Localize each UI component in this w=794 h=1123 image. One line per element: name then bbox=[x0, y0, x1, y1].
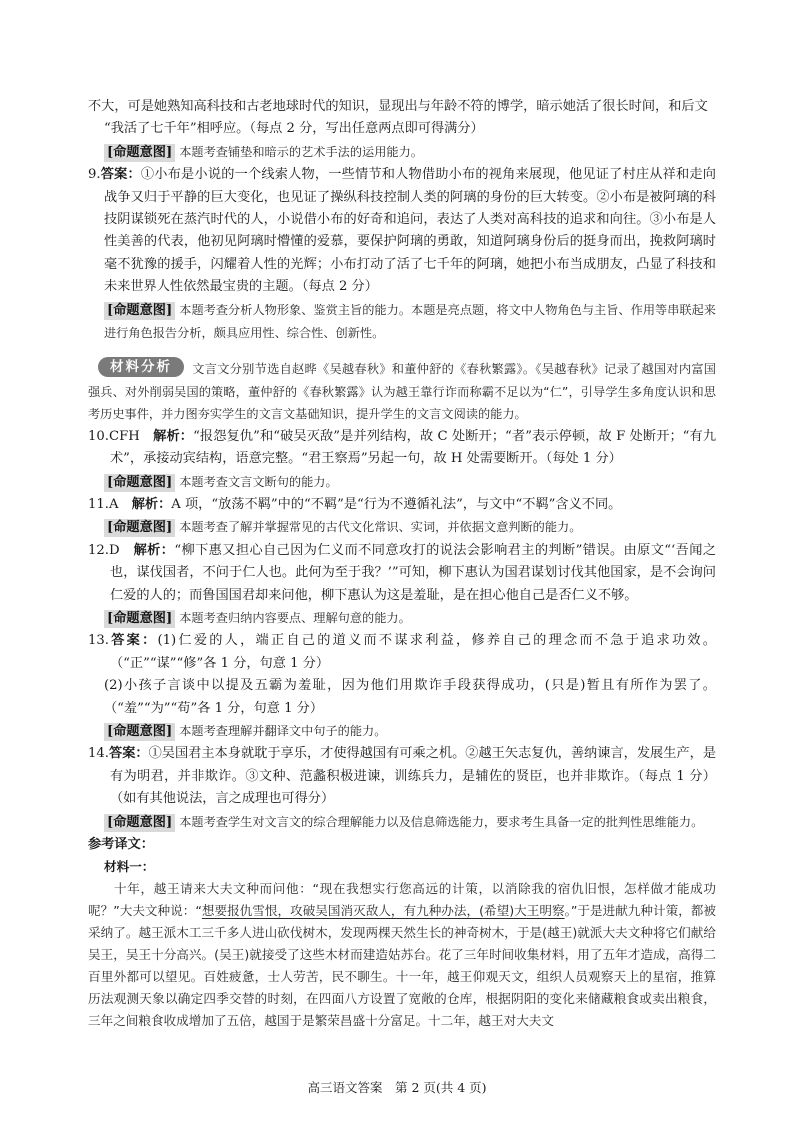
translation-heading: 参考译文： bbox=[88, 837, 154, 852]
intent-label: [命题意图] bbox=[104, 519, 175, 537]
intent-label: [命题意图] bbox=[104, 723, 175, 741]
q10-analysis-label: 解析： bbox=[153, 428, 194, 444]
translation-paragraph bbox=[88, 878, 716, 1032]
material-analysis-text: 文言文分别节选自赵晔《吴越春秋》和董仲舒的《春秋繁露》。《吴越春秋》记录了越国对内富国强兵、对外削弱吴国的策略，董仲舒的《春秋繁露》认为越王靠行诈而称霸不足以为“仁”，引导学生多角度认识和思考历史事件，并力图夯实学生的文言文基础知识，提升学生的文言文阅读的能力。 bbox=[88, 362, 716, 422]
material-analysis bbox=[88, 357, 716, 425]
prev-intent bbox=[88, 141, 716, 164]
q9-number: 9. bbox=[88, 167, 101, 183]
material-analysis-badge-text: 材料分析 bbox=[110, 359, 172, 376]
q10-answer-key: CFH bbox=[108, 428, 140, 444]
prev-answer-line2: “我活了七千年”相呼应。（每点 2 分，写出任意两点即可得满分） bbox=[104, 121, 484, 137]
intent-text: 本题考查学生对文言文的综合理解能力以及信息筛选能力，要求考生具备一定的批判性思维能力。 bbox=[179, 814, 704, 829]
intent-text: 本题考查分析人物形象、鉴赏主旨的能力。本题是亮点题，将文中人物角色与主旨、作用等串联起来进行角色报告分析，颇具应用性、综合性、创新性。 bbox=[104, 302, 716, 341]
q11-analysis-label: 解析： bbox=[131, 496, 172, 512]
q13-number: 13. bbox=[88, 633, 109, 649]
intent-label: [命题意图] bbox=[104, 302, 175, 320]
q12-analysis-label: 解析： bbox=[133, 542, 175, 558]
intent-text: 本题考查文言文断句的能力。 bbox=[179, 474, 338, 489]
translation-material-one: 材料一： bbox=[104, 859, 155, 875]
intent-label: [命题意图] bbox=[104, 474, 175, 492]
intent-text: 本题考查铺垫和暗示的艺术手法的运用能力。 bbox=[179, 144, 423, 159]
intent-text: 本题考查归纳内容要点、理解句意的能力。 bbox=[179, 610, 411, 625]
q9-answer-text: ①小布是小说的一个线索人物，一些情节和人物借助小布的视角来展现，他见证了村庄从祥和走向战争又归于平静的巨大变化，也见证了操纵科技控制人类的阿璃的身份的巨大转变。②小布是被阿璃的科技阴谋锁死在蒸汽时代的人，小说借小布的好奇和追问，表达了人类对高科技的追求和向往。③小布是人性美善的代表，他初见阿璃时懵懂的爱慕，要保护阿璃的勇敢，知道阿璃身份后的挺身而出，挽救阿璃时毫不犹豫的援手，闪耀着人性的光辉；小布打动了活了七千年的阿璃，她把小布当成朋友，凸显了科技和未来世界人性依然最宝贵的主题。（每点 2 分） bbox=[104, 167, 716, 295]
q12-answer bbox=[88, 540, 716, 607]
q13-answer-label: 答案： bbox=[108, 633, 158, 649]
q13-part1: (1)仁爱的人，端正自己的道义而不谋求利益，修养自己的理念而不急于追求功效。（“正”“谋”“修”各 1 分，句意 1 分） bbox=[110, 633, 716, 671]
intent-label: [命题意图] bbox=[104, 610, 175, 628]
material-analysis-badge bbox=[98, 357, 184, 377]
q14-answer bbox=[88, 743, 716, 810]
translation-underlined: 想要报仇雪恨，攻破吴国消灭敌人，有九种办法，(希望)大王明察 bbox=[201, 903, 565, 919]
q11-answer-key: A bbox=[108, 496, 119, 512]
intent-text: 本题考查理解并翻译文中句子的能力。 bbox=[179, 723, 387, 738]
intent-label: [命题意图] bbox=[104, 144, 175, 162]
q9-answer bbox=[88, 164, 716, 298]
q13-answer bbox=[88, 630, 716, 675]
intent-label: [命题意图] bbox=[104, 814, 175, 832]
q10-intent bbox=[88, 471, 716, 494]
q14-answer-text: ①吴国君主本身就耽于享乐，才使得越国有可乘之机。②越王矢志复仇，善纳谏言，发展生产，是有为明君，并非欺诈。③文种、范蠡积极进谏，训练兵力，是辅佐的贤臣，也并非欺诈。（每点 1 分）（如有其他说法，言之成理也可得分） bbox=[110, 746, 717, 807]
q12-intent bbox=[88, 607, 716, 630]
q11-intent bbox=[88, 516, 716, 539]
translation-text-after: 。”于是进献九种计策，都被采纳了。越王派木工三千多人进山砍伐树木，发现两棵天然生长的神奇树木，于是(越王)就派大夫文种将它们献给吴王，吴王十分高兴。(吴王)就接受了这些木材而建造姑苏台。花了三年时间收集材料，用了五年才造成，高得二百里外都可以望见。百姓疲惫，士人劳苦，民不聊生。十一年，越王仰观天文，组织人员观察天上的星宿，推算历法观测天象以确定四季交替的时刻，在四面八方设置了宽敞的仓库，根据阴阳的变化来储藏粮食或卖出粮食，三年之间粮食收成增加了五倍，越国于是繁荣昌盛十分富足。十二年，越王对大夫文 bbox=[88, 903, 716, 1029]
q12-answer-key: D bbox=[108, 542, 120, 558]
q14-answer-label: 答案： bbox=[108, 746, 149, 762]
q10-analysis-text: “报怨复仇”和“破吴灭敌”是并列结构，故 C 处断开；“者”表示停顿，故 F 处断开；“有九术”，承接动宾结构，语意完整。“君王察焉”另起一句，故 H 处需要断开。（每处 1 分） bbox=[110, 428, 717, 467]
q11-analysis-text: A 项，“放荡不羁”中的“不羁”是“行为不遵循礼法”，与文中“不羁”含义不同。 bbox=[171, 496, 622, 512]
page-footer: 高三语文答案 第 2 页(共 4 页) bbox=[307, 1080, 487, 1095]
answer-page bbox=[88, 96, 716, 1032]
q9-answer-label: 答案： bbox=[100, 167, 141, 183]
intent-text: 本题考查了解并掌握常见的古代文化常识、实词，并依据文意判断的能力。 bbox=[179, 520, 582, 535]
prev-answer-line1: 不大，可是她熟知高科技和古老地球时代的知识，显现出与年龄不符的博学，暗示她活了很长时间，和后文 bbox=[88, 99, 708, 114]
q11-number: 11. bbox=[88, 496, 109, 512]
q9-intent bbox=[88, 299, 716, 346]
q13-intent bbox=[88, 720, 716, 743]
q14-intent bbox=[88, 811, 716, 834]
q13-part2: (2)小孩子言谈中以提及五霸为羞耻，因为他们用欺诈手段获得成功，(只是)暂且有所作为罢了。（“羞”“为”“苟”各 1 分，句意 1 分） bbox=[104, 678, 716, 716]
q12-analysis-text: “柳下惠又担心自己因为仁义而不同意攻打的说法会影响君主的判断”错误。由原文“‘吾闻之也，谋伐国者，不问于仁人也。此何为至于我？’”可知，柳下惠认为国君谋划讨伐其他国家，是不会询问仁爱的人的；而鲁国国君却来问他，柳下惠认为这是羞耻，是在担心他自己是否仁义不够。 bbox=[110, 542, 717, 603]
q12-number: 12. bbox=[88, 542, 109, 558]
translation-text-before: 十年，越王请来大夫文种而问他：“现在我想实行您高远的计策，以消除我的宿仇旧恨，怎样做才能成功呢？”大夫文种说：“ bbox=[88, 881, 716, 919]
q11-answer bbox=[88, 494, 716, 516]
q14-number: 14. bbox=[88, 746, 109, 762]
q10-number: 10. bbox=[88, 428, 109, 444]
q10-answer bbox=[88, 426, 716, 471]
